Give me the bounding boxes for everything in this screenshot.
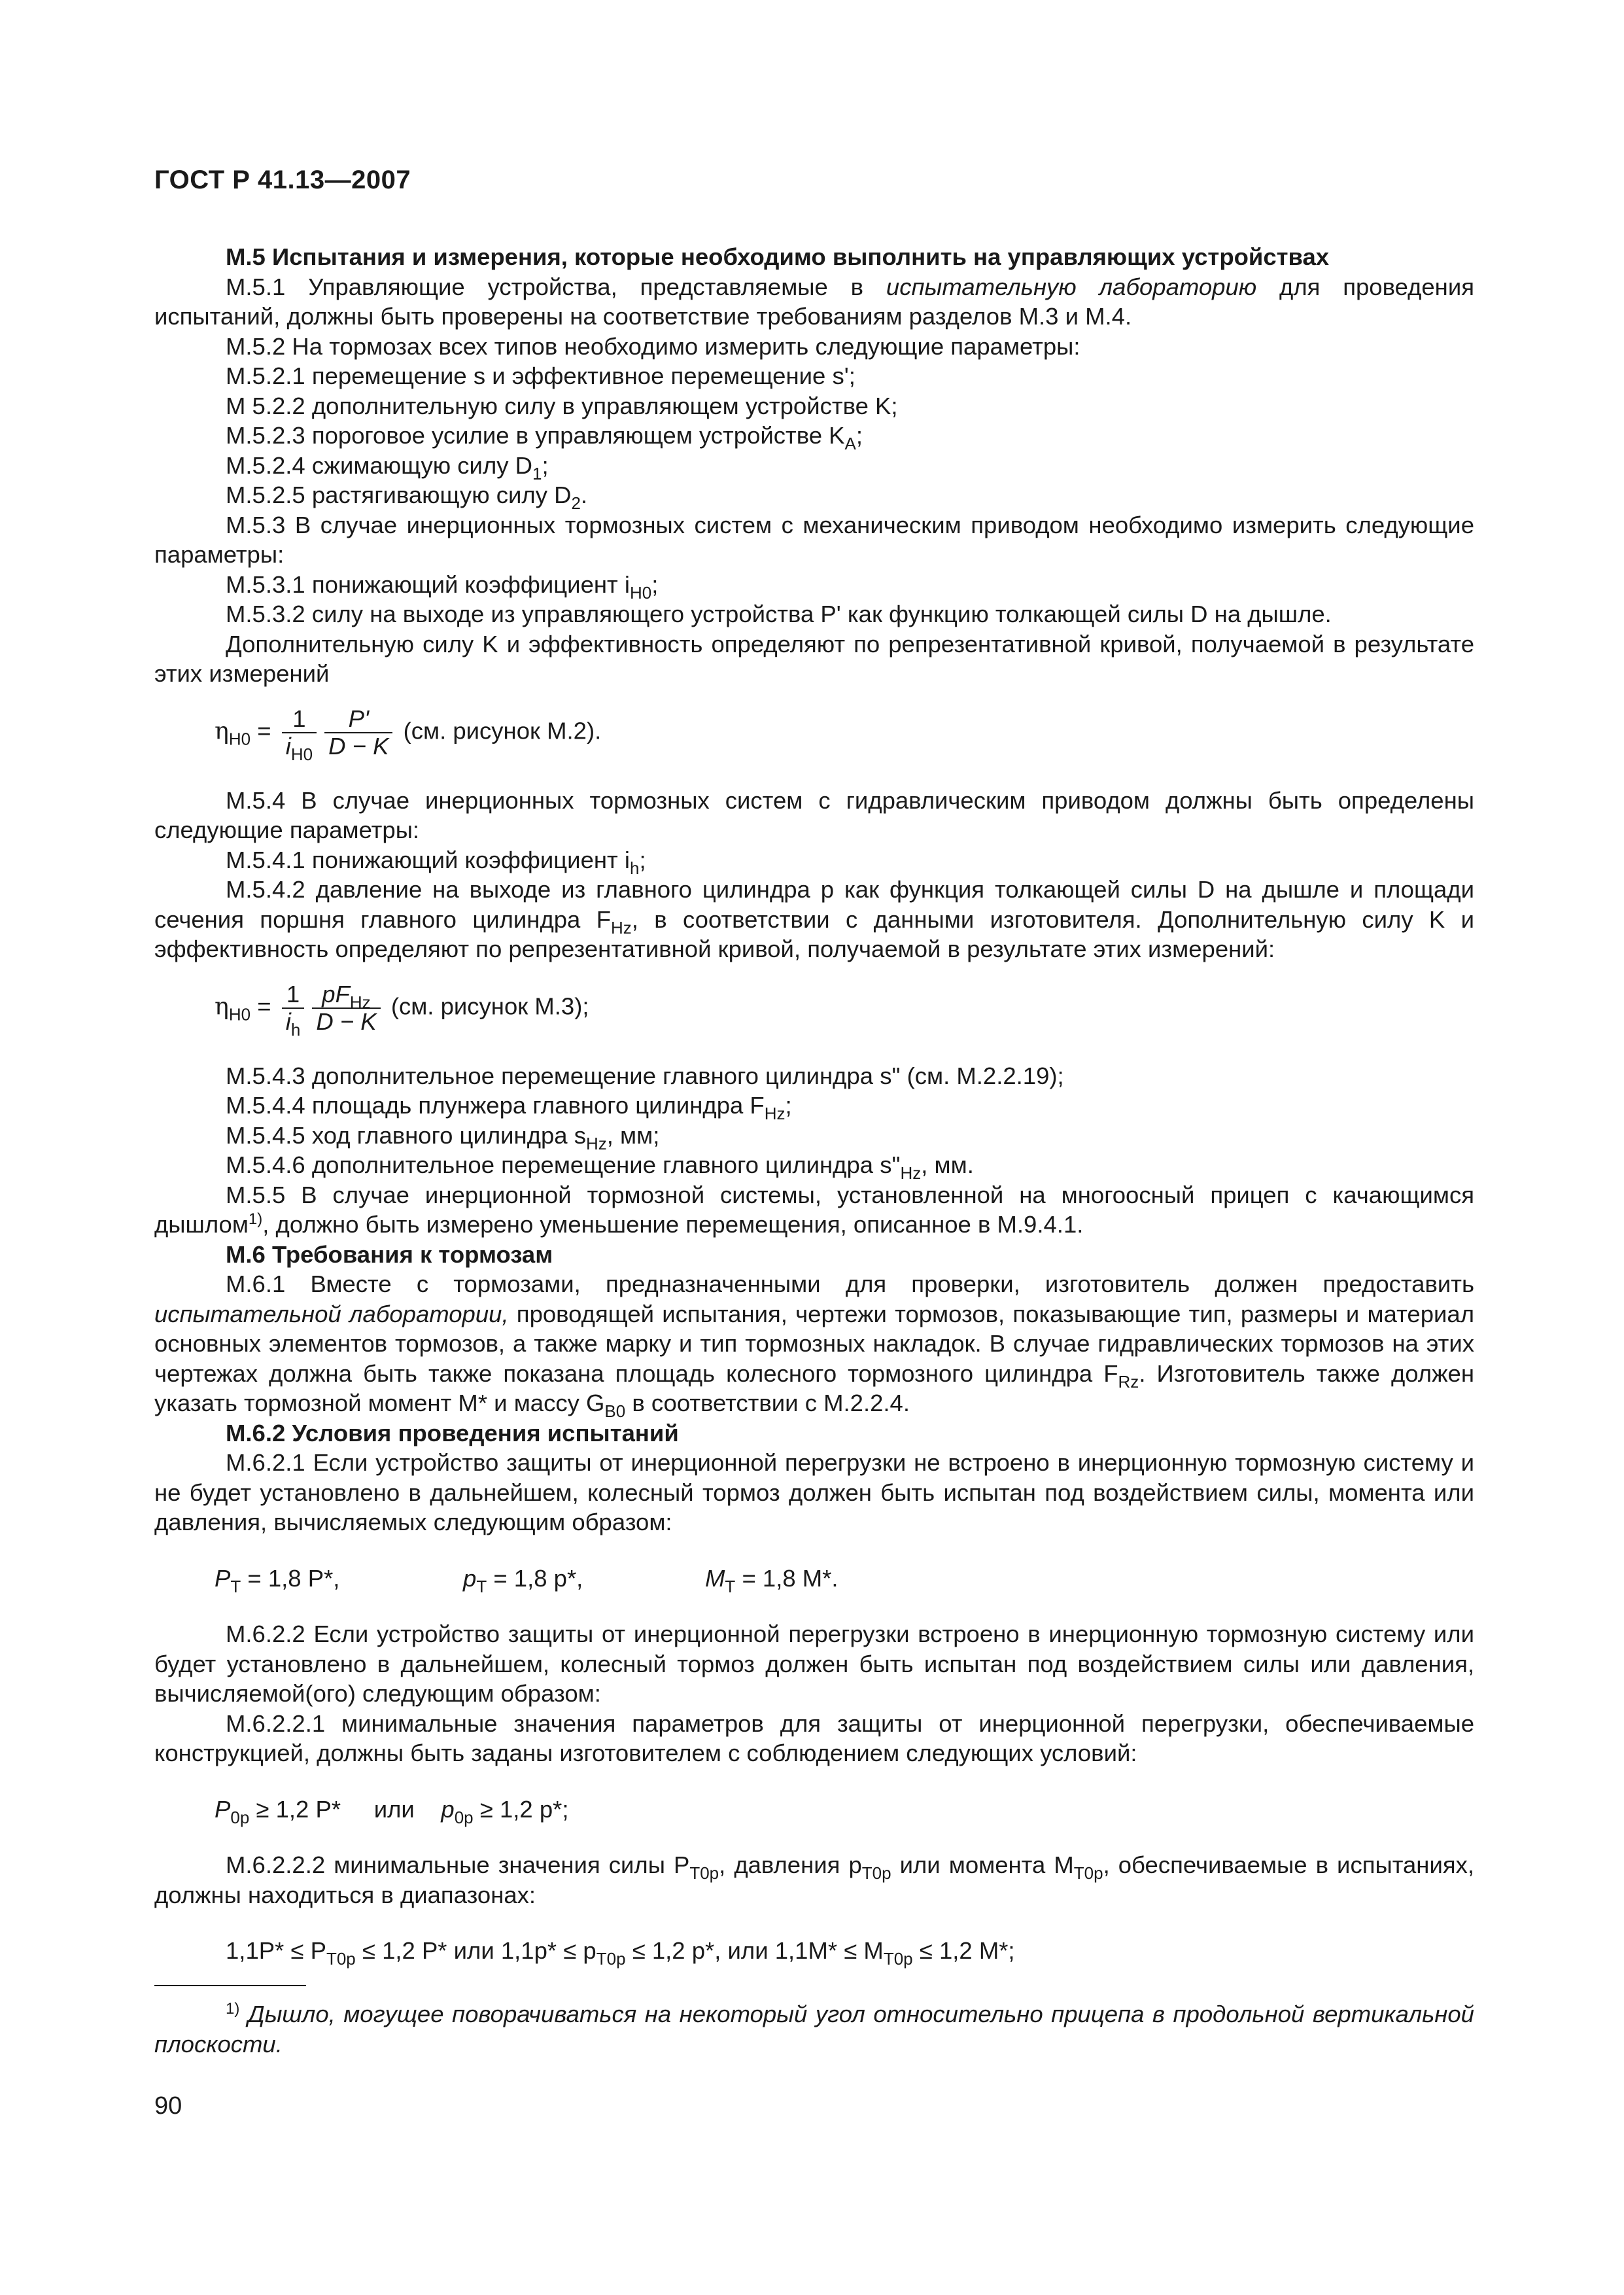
text-segment: М.5.2.5 растягивающую силу D: [226, 482, 572, 508]
subscript: 1: [532, 463, 542, 483]
text-segment: = 1,8 P*,: [241, 1564, 340, 1592]
text-segment: проводящей испытания, чертежи тормозов, показывающие тип, размеры и материал основных элементов тормозов, а также марку и тип тормозных накладок. В случае гидравлических тормозов на этих чертежах должна быть также показана площадь колесного тормозного цилиндра F: [154, 1300, 1475, 1387]
paragraph-m5-1: [154, 272, 1474, 332]
subscript: B0: [604, 1401, 626, 1421]
paragraph-m5-5: [154, 1180, 1474, 1240]
equals-sign: =: [257, 992, 271, 1020]
text-segment: для проведения испытаний, должны быть проверены на соответствие требованиям разделов М.3 и М.4.: [154, 273, 1474, 330]
document-body: [154, 242, 1475, 1969]
paragraph-m5-4-2: [154, 875, 1474, 964]
text-segment: М.6.2.2.2 минимальные значения силы P: [226, 1851, 690, 1878]
subscript: T0p: [689, 1863, 719, 1883]
paragraph-m5-3-1: М.5.3.1 понижающий коэффициент $i_{H0}$;: [226, 570, 659, 603]
formula-ranges: [154, 1936, 1474, 1969]
paragraph-m5-4-1: М.5.4.1 понижающий коэффициент $i_h$;: [226, 846, 646, 878]
formula-efficiency-mechanical: [154, 705, 1474, 764]
text-italic: p: [463, 1564, 477, 1592]
fraction: [312, 981, 380, 1035]
text-segment: . Изготовитель также должен указать тормозной момент M* и массу G: [154, 1359, 1474, 1416]
figure-reference: (см. рисунок М.2).: [403, 717, 602, 745]
subscript: H0: [630, 582, 652, 603]
text-italic: P: [215, 1564, 231, 1592]
text-italic: i: [285, 1007, 291, 1035]
subscript: T: [476, 1576, 487, 1596]
fraction: [324, 706, 392, 760]
text-segment: М.5.1 Управляющие устройства, представляемые в: [226, 273, 886, 300]
eta-symbol: η: [215, 716, 229, 745]
paragraph-m5-2-2: М 5.2.2 дополнительную силу в управляющем устройстве K;: [226, 392, 898, 419]
text-segment: М.5.4.4 площадь плунжера главного цилиндра F: [226, 1092, 765, 1119]
formula-efficiency-hydraulic: [154, 980, 1474, 1040]
paragraph-m5-4-4: М.5.4.4 площадь плунжера главного цилиндра $F_{Hz}$;: [226, 1092, 792, 1123]
text-segment: или момента M: [891, 1851, 1074, 1878]
formula-min-values: [154, 1795, 1474, 1825]
subscript: Hz: [900, 1163, 922, 1183]
paragraph-m5-2-4: М.5.2.4 сжимающую силу $D_1$;: [226, 451, 549, 483]
subscript: Hz: [611, 917, 632, 937]
paragraph-m5-3: М.5.3 В случае инерционных тормозных систем с механическим приводом необходимо измерить следующие параметры:: [154, 511, 1474, 568]
paragraph-m5-4-3: М.5.4.3 дополнительное перемещение главного цилиндра s" (см. М.2.2.19);: [226, 1062, 1064, 1089]
text-segment: ≥ 1,2 P*: [249, 1795, 341, 1823]
paragraph-m5-4-6: [154, 1150, 1474, 1183]
text-segment: М.5.4.6 дополнительное перемещение главного цилиндра s": [226, 1151, 901, 1178]
paragraph-m6-1: [154, 1269, 1475, 1421]
subscript: 0p: [454, 1807, 474, 1827]
text-segment: или: [373, 1795, 415, 1823]
subscript: Rz: [1118, 1371, 1139, 1392]
paragraph-m5-4: М.5.4 В случае инерционных тормозных систем с гидравлическим приводом должны быть определены следующие параметры:: [154, 786, 1474, 843]
formula-test-values: [154, 1564, 1474, 1594]
subscript: H0: [228, 729, 251, 749]
footnote: [154, 1999, 1474, 2059]
numerator: [312, 980, 380, 1012]
subscript: Hz: [764, 1104, 786, 1123]
subscript: T0p: [861, 1863, 891, 1883]
text-segment: ≤ 1,2 p*, или 1,1M* ≤ M: [625, 1937, 884, 1964]
footnote-mark: 1): [226, 2000, 240, 2018]
formula-term: [215, 1564, 463, 1594]
eta-symbol: η: [215, 992, 229, 1021]
subscript: T0p: [883, 1949, 913, 1969]
text-segment: в соответствии с М.2.2.4.: [625, 1390, 910, 1416]
fraction: [282, 980, 305, 1040]
text-segment: ≤ 1,2 M*;: [912, 1937, 1015, 1964]
subscript: H0: [228, 1004, 251, 1025]
text-segment: М.5.4.1 понижающий коэффициент i: [226, 846, 630, 873]
denominator: D − K: [316, 1007, 377, 1035]
subscript: T: [725, 1576, 736, 1596]
section-heading-m6-2: М.6.2 Условия проведения испытаний: [226, 1419, 679, 1446]
paragraph-m5-3-2: М.5.3.2 силу на выходе из управляющего устройства P' как функцию толкающей силы D на дышле.: [226, 601, 1332, 627]
subscript: Hz: [585, 1133, 607, 1153]
paragraph-m6-2-2: М.6.2.2 Если устройство защиты от инерционной перегрузки встроено в инерционную тормозную систему или будет установлено в дальнейшем, колесный тормоз должен быть испытан под воздействием силы или давления, вычисляемой(ого) следующим образом:: [154, 1621, 1474, 1707]
equals-sign: =: [257, 717, 271, 745]
text-segment: М.5.4.5 ход главного цилиндра s: [226, 1121, 586, 1149]
subscript: T0p: [1073, 1863, 1103, 1883]
text-italic: P: [215, 1795, 231, 1823]
text-segment: , в соответствии с данными изготовителя. Дополнительную силу K и эффективность определяют по репрезентативной кривой, получаемой в результате этих измерений:: [154, 905, 1474, 962]
text-segment: , мм;: [606, 1121, 660, 1149]
paragraph-m5-2-1: М.5.2.1 перемещение s и эффективное перемещение s';: [226, 362, 855, 389]
text-segment: , давления p: [719, 1851, 862, 1878]
denominator: [282, 732, 317, 764]
text-segment: 1,1P* ≤ P: [226, 1937, 326, 1964]
text-segment: ≤ 1,2 P* или 1,1p* ≤ p: [355, 1937, 596, 1964]
text-segment: , должно быть измерено уменьшение перемещения, описанное в М.9.4.1.: [262, 1211, 1084, 1238]
text-segment: М.5.5 В случае инерционной тормозной системы, установленной на многоосный прицеп с качающимся дышлом: [154, 1181, 1474, 1238]
text-segment: , обеспечиваемые в испытаниях, должны находиться в диапазонах:: [154, 1851, 1474, 1908]
subscript: h: [630, 858, 640, 878]
numerator: 1: [282, 981, 305, 1009]
fraction: [282, 705, 317, 764]
subscript: T: [230, 1576, 241, 1596]
formula-term: [705, 1564, 838, 1596]
text-segment: М.5.2.3 пороговое усилие в управляющем устройстве K: [226, 422, 845, 449]
footnote-divider: [154, 1985, 306, 1986]
paragraph-m5-3-3: Дополнительную силу K и эффективность определяют по репрезентативной кривой, получаемой в результате этих измерений: [154, 630, 1474, 687]
subscript: T0p: [596, 1949, 626, 1969]
text-italic: испытательную лабораторию: [886, 273, 1257, 300]
denominator: D − K: [328, 732, 389, 760]
footnote-text: Дышло, могущее поворачиваться на некоторый угол относительно прицепа в продольной вертикальной плоскости.: [154, 2001, 1474, 2058]
text-italic: M: [705, 1564, 725, 1592]
paragraph-m6-2-2-2: [154, 1850, 1474, 1910]
paragraph-m5-4-5: [154, 1121, 1474, 1151]
paragraph-m5-2: М.5.2 На тормозах всех типов необходимо измерить следующие параметры:: [226, 332, 1080, 360]
section-heading-m6: М.6 Требования к тормозам: [226, 1240, 553, 1268]
page-number: 90: [154, 2092, 182, 2120]
formula-term: [463, 1564, 705, 1594]
paragraph-m6-2-1: М.6.2.1 Если устройство защиты от инерционной перегрузки не встроено в инерционную тормозную систему и не будет установлено в дальнейшем, колесный тормоз должен быть испытан под воздействием силы, момента или давления, вычисляемых следующим образом:: [154, 1449, 1474, 1535]
subscript: h: [290, 1019, 301, 1040]
text-segment: = 1,8 M*.: [735, 1564, 838, 1592]
paragraph-m6-2-2-1: М.6.2.2.1 минимальные значения параметров для защиты от инерционной перегрузки, обеспечиваемые конструкцией, должны быть заданы изготовителем с соблюдением следующих условий:: [154, 1709, 1474, 1766]
subscript: T0p: [326, 1949, 356, 1969]
text-italic: i: [285, 732, 291, 760]
text-segment: М.6.1 Вместе с тормозами, предназначенными для проверки, изготовитель должен предоставить: [226, 1270, 1474, 1297]
text-italic: испытательной лаборатории,: [154, 1300, 509, 1327]
subscript: Hz: [349, 992, 371, 1012]
numerator: 1: [282, 706, 317, 733]
figure-reference: (см. рисунок М.3);: [390, 992, 589, 1020]
subscript: A: [844, 434, 856, 453]
text-segment: М.5.4.2 давление на выходе из главного цилиндра p как функция толкающей силы D на дышле и площади сечения поршня главного цилиндра F: [154, 876, 1474, 933]
text-segment: ≥ 1,2 p*;: [473, 1795, 569, 1823]
text-segment: , мм.: [921, 1151, 974, 1178]
text-italic: p: [441, 1795, 455, 1823]
subscript: H0: [290, 744, 313, 764]
subscript: 2: [571, 493, 581, 513]
paragraph-m5-2-3: М.5.2.3 пороговое усилие в управляющем устройстве $K_A$;: [226, 422, 863, 453]
text-segment: М.5.3.1 понижающий коэффициент i: [226, 570, 630, 598]
text-segment: М.5.2.4 сжимающую силу D: [226, 451, 532, 479]
paragraph-m5-2-5: М.5.2.5 растягивающую силу $D_2$.: [226, 482, 588, 513]
footnote-reference[interactable]: 1): [248, 1210, 263, 1228]
numerator: P': [324, 706, 392, 733]
text-italic: pF: [322, 980, 350, 1007]
text-segment: = 1,8 p*,: [487, 1564, 583, 1592]
subscript: 0p: [230, 1807, 250, 1827]
document-header: ГОСТ Р 41.13—2007: [154, 166, 411, 194]
section-heading-m5: М.5 Испытания и измерения, которые необходимо выполнить на управляющих устройствах: [226, 243, 1330, 270]
denominator: [282, 1007, 305, 1040]
